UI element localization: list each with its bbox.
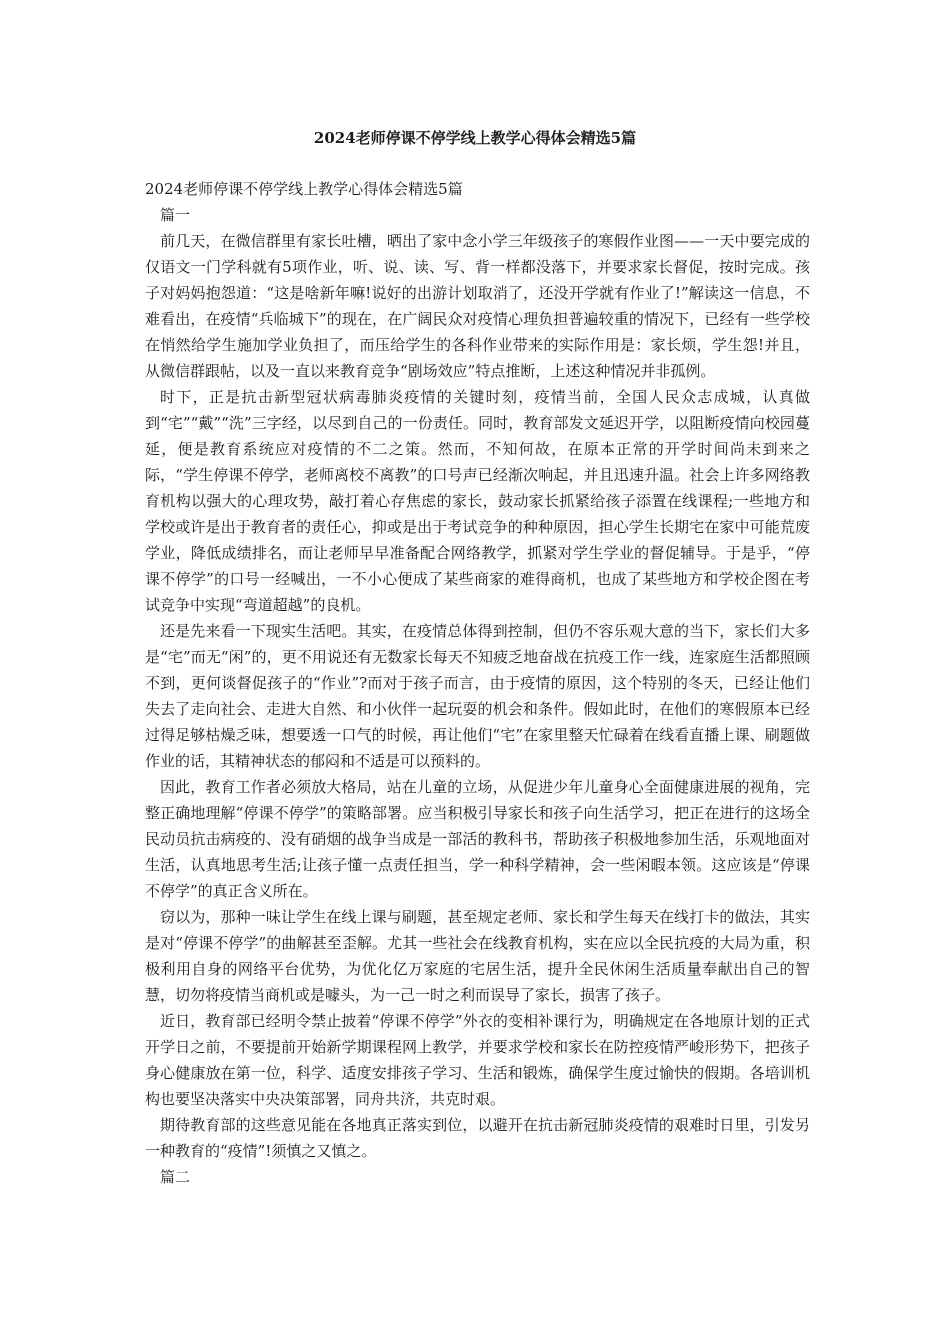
paragraph: 前几天，在微信群里有家长吐槽，晒出了家中念小学三年级孩子的寒假作业图——一天中要完成的仅语文一门学科就有5项作业，听、说、读、写、背一样都没落下，并要求家长督促，按时完成。孩子对妈妈抱怨道：“这是啥新年嘛!说好的出游计划取消了，还没开学就有作业了!”解读这一信息，不难看出，在疫情“兵临城下”的现在，在广阔民众对疫情心理负担普遍较重的情况下，已经有一些学校在悄然给学生施加学业负担了，而压给学生的各科作业带来的实际作用是：家长烦，学生怨!并且，从微信群跟帖，以及一直以来教育竞争“剧场效应”特点推断，上述这种情况并非孤例。: [145, 232, 810, 380]
document-body: [145, 176, 810, 1190]
document-title: 2024老师停课不停学线上教学心得体会精选5篇: [313, 129, 637, 147]
paragraph: 因此，教育工作者必须放大格局，站在儿童的立场，从促进少年儿童身心全面健康进展的视角，完整正确地理解“停课不停学”的策略部署。应当积极引导家长和孩子向生活学习，把正在进行的这场全民动员抗击病疫的、没有硝烟的战争当成是一部活的教科书，帮助孩子积极地参加生活，乐观地面对生活，认真地思考生活;让孩子懂一点责任担当，学一种科学精神，会一些闲暇本领。这应该是“停课不停学”的真正含义所在。: [145, 778, 810, 900]
document-subtitle: 2024老师停课不停学线上教学心得体会精选5篇: [145, 180, 463, 198]
paragraph: 还是先来看一下现实生活吧。其实，在疫情总体得到控制，但仍不容乐观大意的当下，家长们大多是“宅”而无“闲”的，更不用说还有无数家长每天不知疲乏地奋战在抗疫工作一线，连家庭生活都照顾不到，更何谈督促孩子的“作业”?而对于孩子而言，由于疫情的原因，这个特别的冬天，已经让他们失去了走向社会、走进大自然、和小伙伴一起玩耍的机会和条件。假如此时，在他们的寒假原本已经过得足够枯燥乏味，想要透一口气的时候，再让他们“宅”在家里整天忙碌着在线看直播上课、刷题做作业的话，其精神状态的郁闷和不适是可以预料的。: [145, 622, 810, 770]
paragraph: 近日，教育部已经明令禁止披着“停课不停学”外衣的变相补课行为，明确规定在各地原计划的正式开学日之前，不要提前开始新学期课程网上教学，并要求学校和家长在防控疫情严峻形势下，把孩子身心健康放在第一位，科学、适度安排孩子学习、生活和锻炼，确保学生度过愉快的假期。各培训机构也要坚决落实中央决策部署，同舟共济，共克时艰。: [145, 1012, 810, 1108]
section-label-2: 篇二: [160, 1168, 191, 1186]
section-label-1: 篇一: [160, 206, 191, 224]
paragraph: 时下，正是抗击新型冠状病毒肺炎疫情的关键时刻，疫情当前，全国人民众志成城，认真做到“宅”“戴”“洗”三字经，以尽到自己的一份责任。同时，教育部发文延迟开学，以阻断疫情向校园蔓延，便是教育系统应对疫情的不二之策。然而，不知何故，在原本正常的开学时间尚未到来之际，“学生停课不停学，老师离校不离教”的口号声已经渐次响起，并且迅速升温。社会上许多网络教育机构以强大的心理攻势，敲打着心存焦虑的家长，鼓动家长抓紧给孩子添置在线课程;一些地方和学校或许是出于教育者的责任心，抑或是出于考试竞争的种种原因，担心学生长期宅在家中可能荒废学业，降低成绩排名，而让老师早早准备配合网络教学，抓紧对学生学业的督促辅导。于是乎，“停课不停学”的口号一经喊出，一不小心便成了某些商家的难得商机，也成了某些地方和学校企图在考试竞争中实现“弯道超越”的良机。: [145, 388, 810, 614]
paragraph: 窃以为，那种一味让学生在线上课与刷题，甚至规定老师、家长和学生每天在线打卡的做法，其实是对“停课不停学”的曲解甚至歪解。尤其一些社会在线教育机构，实在应以全民抗疫的大局为重，积极利用自身的网络平台优势，为优化亿万家庭的宅居生活，提升全民休闲生活质量奉献出自己的智慧，切勿将疫情当商机或是噱头，为一己一时之利而误导了家长，损害了孩子。: [145, 908, 810, 1004]
paragraph: 期待教育部的这些意见能在各地真正落实到位，以避开在抗击新冠肺炎疫情的艰难时日里，引发另一种教育的“疫情”!须慎之又慎之。: [145, 1116, 810, 1160]
